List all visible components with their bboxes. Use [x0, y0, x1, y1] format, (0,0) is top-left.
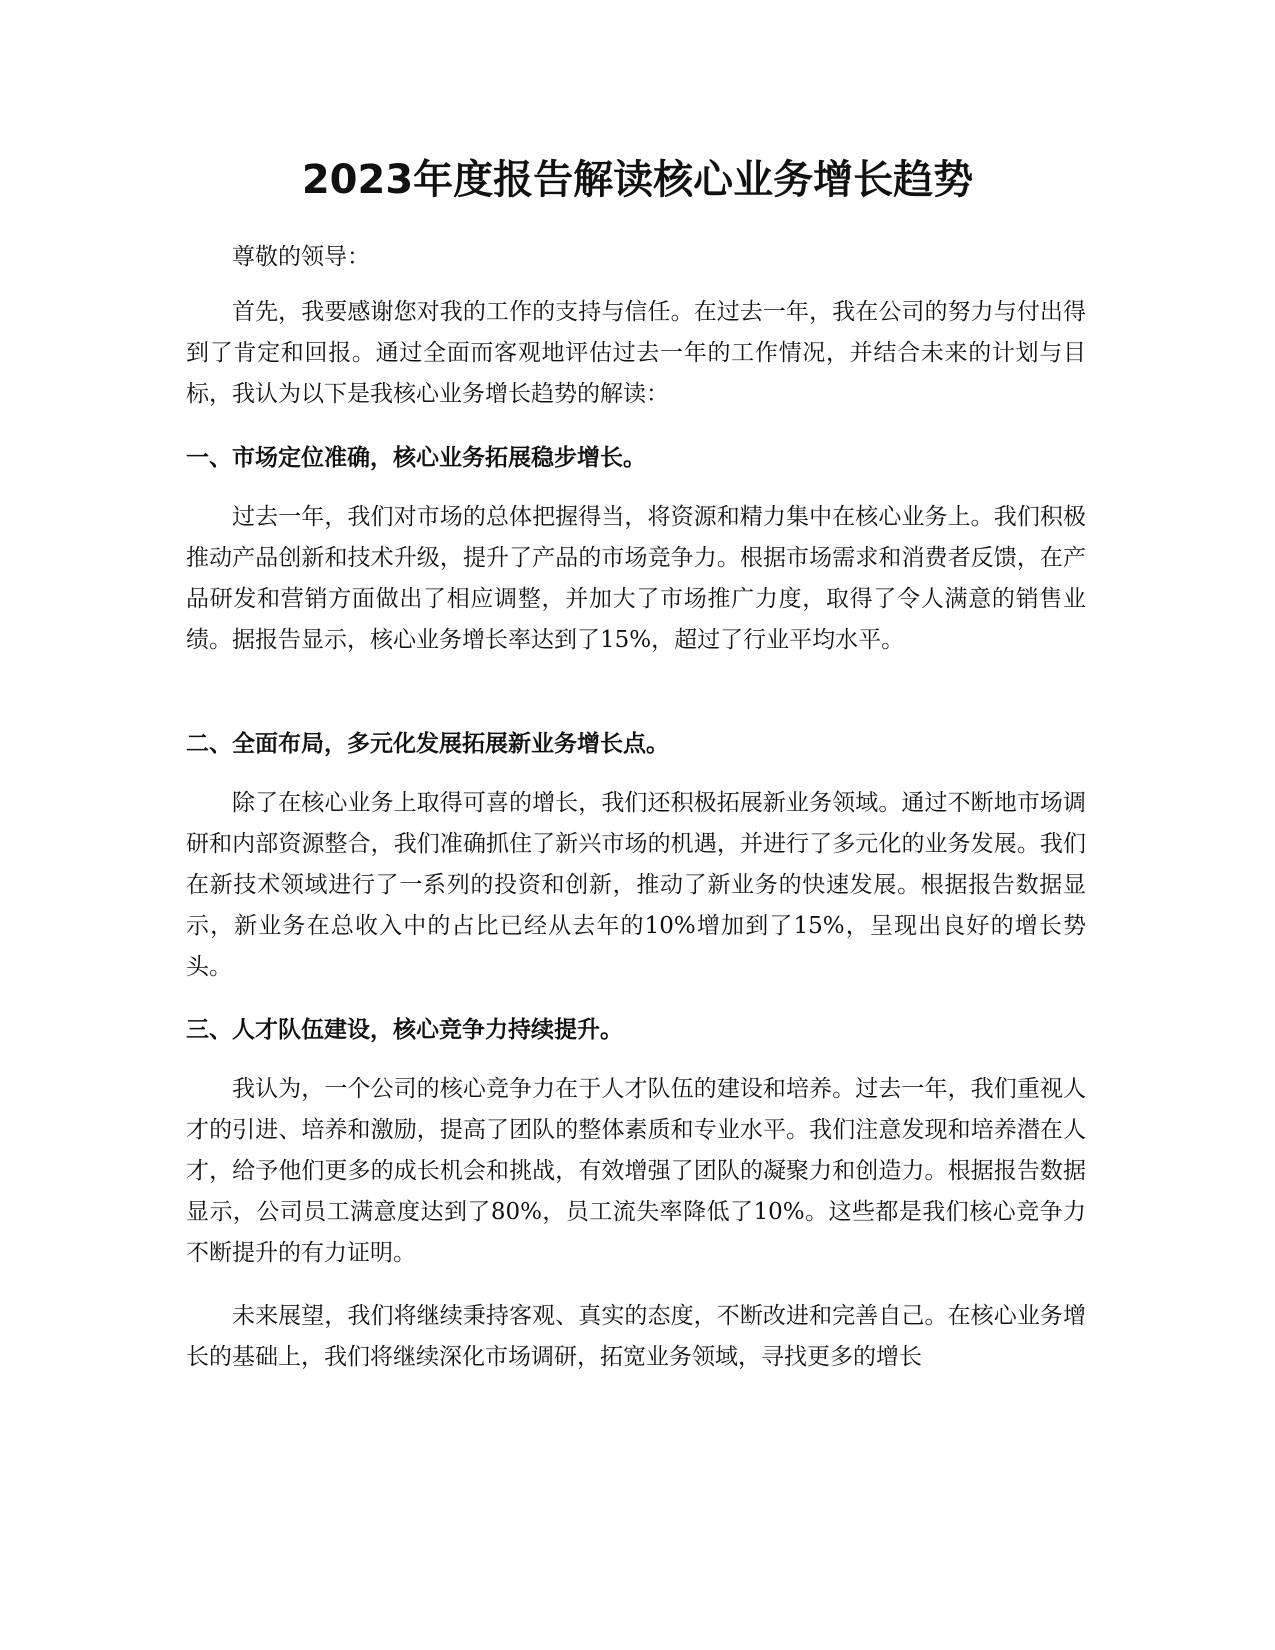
section-1-body: 过去一年，我们对市场的总体把握得当，将资源和精力集中在核心业务上。我们积极推动产品创新和技术升级，提升了产品的市场竞争力。根据市场需求和消费者反馈，在产品研发和营销方面做出了相应调整，并加大了市场推广力度，取得了令人满意的销售业绩。据报告显示，核心业务增长率达到了15%，超过了行业平均水平。: [186, 504, 1086, 653]
intro-paragraph: 首先，我要感谢您对我的工作的支持与信任。在过去一年，我在公司的努力与付出得到了肯定和回报。通过全面而客观地评估过去一年的工作情况，并结合未来的计划与目标，我认为以下是我核心业务增长趋势的解读：: [186, 299, 1086, 407]
section-3-heading: 三、人才队伍建设，核心竞争力持续提升。: [186, 1017, 623, 1043]
section-2-body: 除了在核心业务上取得可喜的增长，我们还积极拓展新业务领域。通过不断地市场调研和内部资源整合，我们准确抓住了新兴市场的机遇，并进行了多元化的业务发展。我们在新技术领域进行了一系列的投资和创新，推动了新业务的快速发展。根据报告数据显示，新业务在总收入中的占比已经从去年的10%增加到了15%，呈现出良好的增长势头。: [186, 790, 1086, 980]
document-title: 2023年度报告解读核心业务增长趋势: [301, 157, 974, 203]
salutation: 尊敬的领导：: [232, 244, 370, 270]
section-3-body: 我认为，一个公司的核心竞争力在于人才队伍的建设和培养。过去一年，我们重视人才的引进、培养和激励，提高了团队的整体素质和专业水平。我们注意发现和培养潜在人才，给予他们更多的成长机会和挑战，有效增强了团队的凝聚力和创造力。根据报告数据显示，公司员工满意度达到了80%，员工流失率降低了10%。这些都是我们核心竞争力不断提升的有力证明。: [186, 1076, 1086, 1266]
section-1-heading: 一、市场定位准确，核心业务拓展稳步增长。: [186, 445, 646, 471]
section-2-heading: 二、全面布局，多元化发展拓展新业务增长点。: [186, 731, 669, 757]
outlook-paragraph: 未来展望，我们将继续秉持客观、真实的态度，不断改进和完善自己。在核心业务增长的基础上，我们将继续深化市场调研，拓宽业务领域，寻找更多的增长: [186, 1303, 1086, 1370]
